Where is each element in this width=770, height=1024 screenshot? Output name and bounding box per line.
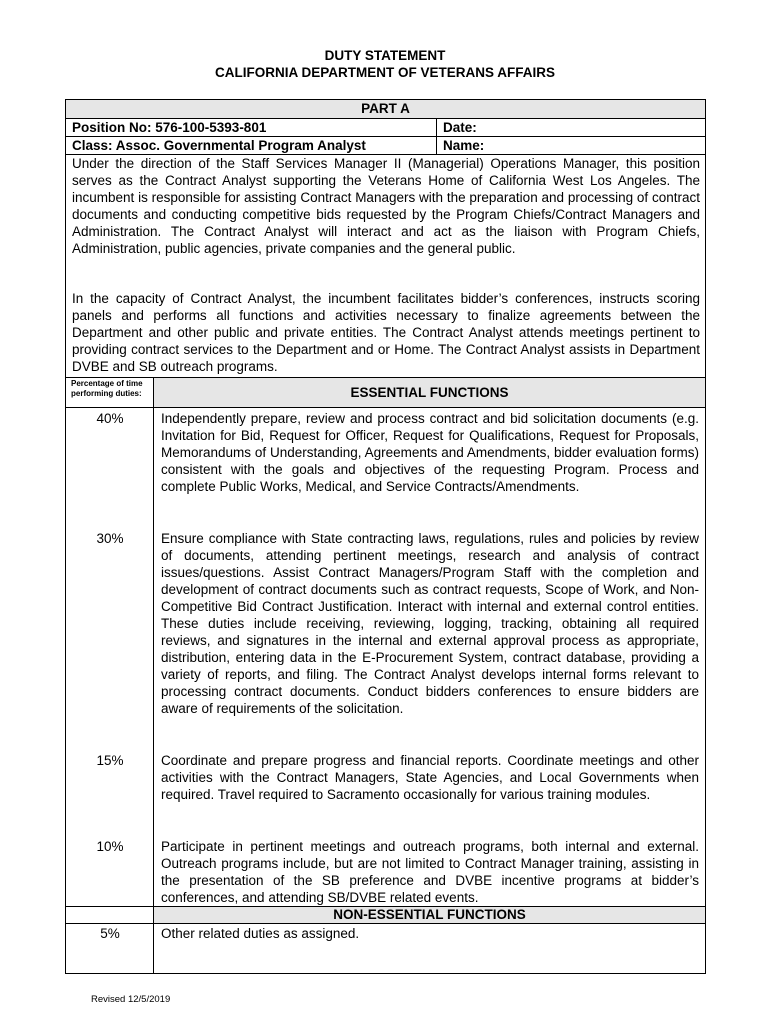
duty-percentage: 5% bbox=[100, 926, 120, 941]
essential-functions-heading: ESSENTIAL FUNCTIONS bbox=[350, 385, 509, 400]
part-a-heading: PART A bbox=[66, 100, 705, 118]
percentage-column-header: Percentage of time performing duties: bbox=[71, 379, 143, 398]
description-paragraph-1: Under the direction of the Staff Services Manager II (Managerial) Operations Manager, this position serves as the Contract Analyst supporting the Veterans Home of California West Los Angeles. The incumbent is responsible for assisting Contract Managers with the preparation and processing of contract documents and conducting competitive bids requested by the Program Chiefs/Contract Managers and Administration. The Contract Analyst will interact and act as the liaison with Program Chiefs, Administration, public agencies, private companies and the general public. bbox=[72, 156, 700, 256]
duty-description: Independently prepare, review and process contract and bid solicitation documents (e.g. Invitation for Bid, Request for Officer, Request for Qualifications, Request for Proposals, Memorandums of Understanding, Agreements and Amendments, bidder evaluation forms) consistent with the goals and objectives of the requesting Program. Process and complete Public Works, Medical, and Service Contracts/Amendments. bbox=[161, 411, 699, 494]
document-title: DUTY STATEMENT bbox=[324, 48, 446, 63]
revision-date: Revised 12/5/2019 bbox=[91, 994, 171, 1005]
duty-description: Ensure compliance with State contracting laws, regulations, rules and policies by review of documents, attending pertinent meetings, research and analysis of contract issues/questions. Assist Contract Managers/Program Staff with the completion and development of contract documents such as contract requests, Scope of Work, and Non-Competitive Bid Contract Justification. Interact with internal and external control entities. These duties include receiving, reviewing, logging, tracking, obtaining all required reviews, and signatures in the internal and external approval process as appropriate, distribution, entering data in the E-Procurement System, contract database, providing a variety of reports, and filing. The Contract Analyst develops internal forms relevant to processing contract documents. Conduct bidders conferences to ensure bidders are aware of requirements of the solicitation. bbox=[161, 531, 699, 716]
duty-percentage: 30% bbox=[96, 531, 124, 546]
department-name: CALIFORNIA DEPARTMENT OF VETERANS AFFAIRS bbox=[215, 65, 555, 80]
position-number: Position No: 576-100-5393-801 bbox=[72, 120, 267, 135]
date-label: Date: bbox=[443, 120, 477, 135]
duty-description: Other related duties as assigned. bbox=[161, 926, 360, 941]
duty-description: Coordinate and prepare progress and financial reports. Coordinate meetings and other activities with the Contract Managers, State Agencies, and Local Governments when required. Travel required to Sacramento occasionally for various training modules. bbox=[161, 753, 699, 802]
duty-percentage: 40% bbox=[96, 411, 124, 426]
duty-percentage: 15% bbox=[96, 753, 124, 768]
description-paragraph-2: In the capacity of Contract Analyst, the incumbent facilitates bidder’s conferences, instructs scoring panels and performs all functions and activities necessary to finalize agreements between the Department and other public and private entities. The Contract Analyst attends meetings pertinent to providing contract services to the Department and or Home. The Contract Analyst assists in Department DVBE and SB outreach programs. bbox=[72, 291, 700, 374]
name-label: Name: bbox=[443, 138, 485, 153]
class-title: Class: Assoc. Governmental Program Analyst bbox=[72, 138, 366, 153]
duty-percentage: 10% bbox=[96, 839, 124, 854]
duty-statement-table bbox=[65, 99, 706, 974]
non-essential-functions-heading: NON-ESSENTIAL FUNCTIONS bbox=[333, 907, 526, 922]
duty-description: Participate in pertinent meetings and outreach programs, both internal and external. Outreach programs include, but are not limited to Contract Manager training, assisting in the presentation of the SB preference and DVBE incentive programs at bidder’s conferences, and attending SB/DVBE related events. bbox=[161, 839, 699, 905]
